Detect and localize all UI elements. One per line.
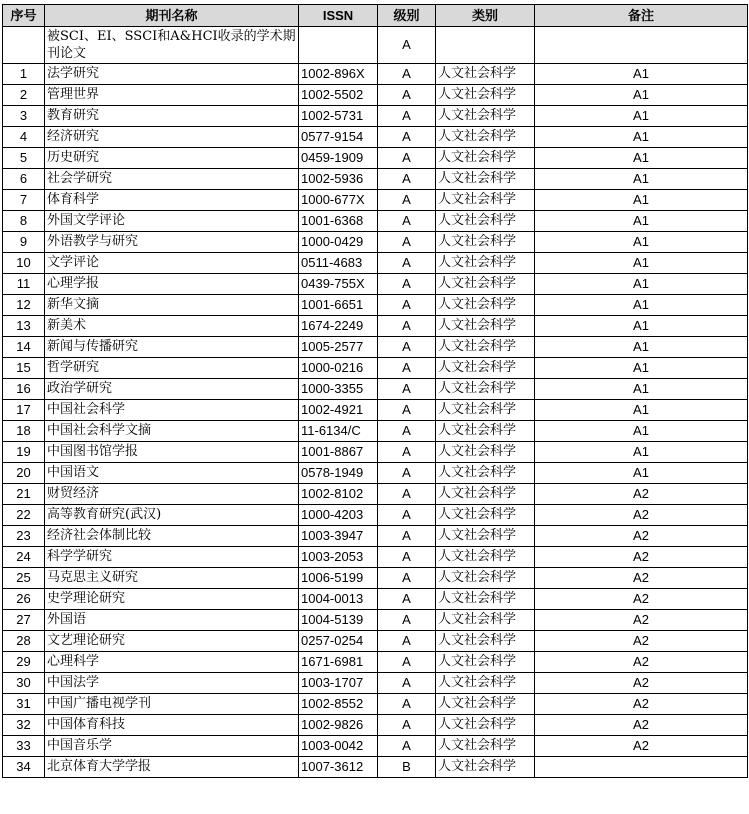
cell-issn: 0439-755X bbox=[299, 274, 378, 295]
table-row bbox=[3, 211, 748, 232]
table-row bbox=[3, 652, 748, 673]
table-row bbox=[3, 568, 748, 589]
cell-no: 5 bbox=[3, 148, 45, 169]
cell-note: A2 bbox=[535, 568, 748, 589]
cell-category: 人文社会科学 bbox=[436, 379, 535, 400]
cell-name: 被SCI、EI、SSCI和A&HCI收录的学术期刊论文 bbox=[45, 27, 299, 64]
cell-level: A bbox=[378, 589, 436, 610]
cell-issn: 1674-2249 bbox=[299, 316, 378, 337]
cell-issn: 1003-3947 bbox=[299, 526, 378, 547]
cell-issn: 0511-4683 bbox=[299, 253, 378, 274]
cell-category: 人文社会科学 bbox=[436, 400, 535, 421]
cell-issn: 1000-4203 bbox=[299, 505, 378, 526]
cell-issn: 1004-0013 bbox=[299, 589, 378, 610]
cell-issn: 1003-1707 bbox=[299, 673, 378, 694]
table-row bbox=[3, 631, 748, 652]
cell-level: A bbox=[378, 610, 436, 631]
table-row bbox=[3, 673, 748, 694]
table-row bbox=[3, 589, 748, 610]
cell-no: 27 bbox=[3, 610, 45, 631]
cell-name: 社会学研究 bbox=[45, 169, 299, 190]
cell-level: A bbox=[378, 505, 436, 526]
header-row bbox=[3, 5, 748, 27]
cell-category: 人文社会科学 bbox=[436, 337, 535, 358]
cell-no: 20 bbox=[3, 463, 45, 484]
cell-name: 新闻与传播研究 bbox=[45, 337, 299, 358]
cell-category: 人文社会科学 bbox=[436, 358, 535, 379]
table-row bbox=[3, 316, 748, 337]
cell-name: 科学学研究 bbox=[45, 547, 299, 568]
cell-no: 3 bbox=[3, 106, 45, 127]
table-row bbox=[3, 715, 748, 736]
table-row bbox=[3, 274, 748, 295]
cell-note: A1 bbox=[535, 379, 748, 400]
cell-category: 人文社会科学 bbox=[436, 589, 535, 610]
header-issn: ISSN bbox=[299, 5, 378, 27]
table-row bbox=[3, 190, 748, 211]
cell-level: A bbox=[378, 64, 436, 85]
cell-note: A1 bbox=[535, 442, 748, 463]
cell-issn: 0578-1949 bbox=[299, 463, 378, 484]
cell-name: 管理世界 bbox=[45, 85, 299, 106]
cell-name: 体育科学 bbox=[45, 190, 299, 211]
cell-no: 12 bbox=[3, 295, 45, 316]
cell-issn: 1002-5936 bbox=[299, 169, 378, 190]
cell-no: 31 bbox=[3, 694, 45, 715]
cell-name: 经济社会体制比较 bbox=[45, 526, 299, 547]
cell-category: 人文社会科学 bbox=[436, 547, 535, 568]
cell-category: 人文社会科学 bbox=[436, 274, 535, 295]
cell-name: 外国文学评论 bbox=[45, 211, 299, 232]
cell-issn: 1002-4921 bbox=[299, 400, 378, 421]
cell-note: A1 bbox=[535, 148, 748, 169]
cell-issn: 1000-0429 bbox=[299, 232, 378, 253]
table-row bbox=[3, 757, 748, 778]
cell-level: A bbox=[378, 421, 436, 442]
cell-category: 人文社会科学 bbox=[436, 673, 535, 694]
cell-level: A bbox=[378, 337, 436, 358]
cell-category: 人文社会科学 bbox=[436, 64, 535, 85]
cell-note: A1 bbox=[535, 400, 748, 421]
cell-note: A2 bbox=[535, 631, 748, 652]
cell-note: A2 bbox=[535, 673, 748, 694]
cell-name: 北京体育大学学报 bbox=[45, 757, 299, 778]
cell-issn: 1003-2053 bbox=[299, 547, 378, 568]
cell-no: 1 bbox=[3, 64, 45, 85]
cell-note: A2 bbox=[535, 694, 748, 715]
cell-name: 财贸经济 bbox=[45, 484, 299, 505]
cell-issn: 1001-6651 bbox=[299, 295, 378, 316]
cell-name: 中国法学 bbox=[45, 673, 299, 694]
cell-level: A bbox=[378, 295, 436, 316]
cell-name: 中国社会科学文摘 bbox=[45, 421, 299, 442]
cell-level: A bbox=[378, 85, 436, 106]
cell-level: A bbox=[378, 316, 436, 337]
cell-category: 人文社会科学 bbox=[436, 694, 535, 715]
cell-no: 18 bbox=[3, 421, 45, 442]
cell-name: 历史研究 bbox=[45, 148, 299, 169]
cell-note: A1 bbox=[535, 463, 748, 484]
cell-issn: 1002-5731 bbox=[299, 106, 378, 127]
cell-note: A1 bbox=[535, 106, 748, 127]
table-row bbox=[3, 484, 748, 505]
cell-note bbox=[535, 757, 748, 778]
cell-name: 法学研究 bbox=[45, 64, 299, 85]
cell-name: 文学评论 bbox=[45, 253, 299, 274]
cell-no: 9 bbox=[3, 232, 45, 253]
cell-no: 16 bbox=[3, 379, 45, 400]
cell-category: 人文社会科学 bbox=[436, 421, 535, 442]
cell-category: 人文社会科学 bbox=[436, 463, 535, 484]
cell-issn: 1003-0042 bbox=[299, 736, 378, 757]
cell-note: A1 bbox=[535, 211, 748, 232]
header-note: 备注 bbox=[535, 5, 748, 27]
cell-note: A2 bbox=[535, 526, 748, 547]
cell-note: A1 bbox=[535, 421, 748, 442]
cell-no: 29 bbox=[3, 652, 45, 673]
cell-level: A bbox=[378, 253, 436, 274]
cell-name: 外国语 bbox=[45, 610, 299, 631]
cell-category bbox=[436, 27, 535, 64]
cell-note: A2 bbox=[535, 547, 748, 568]
cell-note: A2 bbox=[535, 610, 748, 631]
cell-issn: 1000-3355 bbox=[299, 379, 378, 400]
cell-note: A2 bbox=[535, 589, 748, 610]
cell-level: A bbox=[378, 379, 436, 400]
cell-no: 32 bbox=[3, 715, 45, 736]
cell-no: 4 bbox=[3, 127, 45, 148]
cell-issn: 1002-8102 bbox=[299, 484, 378, 505]
header-level: 级别 bbox=[378, 5, 436, 27]
cell-category: 人文社会科学 bbox=[436, 295, 535, 316]
cell-note: A2 bbox=[535, 484, 748, 505]
cell-no: 30 bbox=[3, 673, 45, 694]
cell-no: 19 bbox=[3, 442, 45, 463]
cell-no: 24 bbox=[3, 547, 45, 568]
cell-name: 新华文摘 bbox=[45, 295, 299, 316]
cell-level: A bbox=[378, 400, 436, 421]
table-row bbox=[3, 148, 748, 169]
cell-name: 中国体育科技 bbox=[45, 715, 299, 736]
table-row bbox=[3, 505, 748, 526]
cell-category: 人文社会科学 bbox=[436, 568, 535, 589]
cell-level: B bbox=[378, 757, 436, 778]
cell-issn: 1006-5199 bbox=[299, 568, 378, 589]
cell-category: 人文社会科学 bbox=[436, 211, 535, 232]
cell-note: A2 bbox=[535, 715, 748, 736]
table-row bbox=[3, 337, 748, 358]
cell-name: 中国广播电视学刊 bbox=[45, 694, 299, 715]
cell-issn: 1001-8867 bbox=[299, 442, 378, 463]
cell-category: 人文社会科学 bbox=[436, 610, 535, 631]
cell-issn: 1671-6981 bbox=[299, 652, 378, 673]
header-name: 期刊名称 bbox=[45, 5, 299, 27]
cell-no: 11 bbox=[3, 274, 45, 295]
cell-issn: 1004-5139 bbox=[299, 610, 378, 631]
cell-issn: 1002-5502 bbox=[299, 85, 378, 106]
cell-level: A bbox=[378, 211, 436, 232]
table-row bbox=[3, 295, 748, 316]
cell-category: 人文社会科学 bbox=[436, 85, 535, 106]
cell-level: A bbox=[378, 27, 436, 64]
cell-level: A bbox=[378, 526, 436, 547]
cell-no: 34 bbox=[3, 757, 45, 778]
table-row bbox=[3, 379, 748, 400]
cell-level: A bbox=[378, 568, 436, 589]
cell-name: 史学理论研究 bbox=[45, 589, 299, 610]
cell-category: 人文社会科学 bbox=[436, 736, 535, 757]
cell-category: 人文社会科学 bbox=[436, 757, 535, 778]
cell-no: 33 bbox=[3, 736, 45, 757]
cell-level: A bbox=[378, 148, 436, 169]
cell-note: A1 bbox=[535, 169, 748, 190]
cell-no: 26 bbox=[3, 589, 45, 610]
cell-no: 25 bbox=[3, 568, 45, 589]
cell-category: 人文社会科学 bbox=[436, 484, 535, 505]
cell-no: 10 bbox=[3, 253, 45, 274]
cell-name: 中国社会科学 bbox=[45, 400, 299, 421]
cell-note: A2 bbox=[535, 736, 748, 757]
table-row bbox=[3, 694, 748, 715]
cell-issn: 1007-3612 bbox=[299, 757, 378, 778]
cell-level: A bbox=[378, 127, 436, 148]
cell-no: 8 bbox=[3, 211, 45, 232]
cell-level: A bbox=[378, 442, 436, 463]
table-row bbox=[3, 106, 748, 127]
cell-category: 人文社会科学 bbox=[436, 106, 535, 127]
cell-level: A bbox=[378, 190, 436, 211]
cell-name: 高等教育研究(武汉) bbox=[45, 505, 299, 526]
cell-name: 文艺理论研究 bbox=[45, 631, 299, 652]
cell-issn: 1000-0216 bbox=[299, 358, 378, 379]
cell-name: 心理科学 bbox=[45, 652, 299, 673]
cell-level: A bbox=[378, 358, 436, 379]
cell-category: 人文社会科学 bbox=[436, 715, 535, 736]
table-row bbox=[3, 463, 748, 484]
cell-name: 外语教学与研究 bbox=[45, 232, 299, 253]
cell-category: 人文社会科学 bbox=[436, 169, 535, 190]
cell-name: 哲学研究 bbox=[45, 358, 299, 379]
cell-category: 人文社会科学 bbox=[436, 148, 535, 169]
cell-no: 22 bbox=[3, 505, 45, 526]
cell-category: 人文社会科学 bbox=[436, 127, 535, 148]
cell-category: 人文社会科学 bbox=[436, 190, 535, 211]
table-row bbox=[3, 253, 748, 274]
cell-no: 6 bbox=[3, 169, 45, 190]
cell-note: A1 bbox=[535, 64, 748, 85]
cell-level: A bbox=[378, 715, 436, 736]
cell-no: 14 bbox=[3, 337, 45, 358]
cell-note: A1 bbox=[535, 295, 748, 316]
cell-no bbox=[3, 27, 45, 64]
cell-no: 21 bbox=[3, 484, 45, 505]
table-row bbox=[3, 358, 748, 379]
cell-name: 政治学研究 bbox=[45, 379, 299, 400]
cell-note: A2 bbox=[535, 652, 748, 673]
cell-level: A bbox=[378, 274, 436, 295]
cell-level: A bbox=[378, 106, 436, 127]
cell-level: A bbox=[378, 463, 436, 484]
cell-level: A bbox=[378, 169, 436, 190]
cell-note: A1 bbox=[535, 358, 748, 379]
cell-note: A1 bbox=[535, 274, 748, 295]
cell-name: 心理学报 bbox=[45, 274, 299, 295]
cell-name: 中国语文 bbox=[45, 463, 299, 484]
header-no: 序号 bbox=[3, 5, 45, 27]
table-row bbox=[3, 400, 748, 421]
table-row bbox=[3, 610, 748, 631]
cell-name: 教育研究 bbox=[45, 106, 299, 127]
table-row bbox=[3, 232, 748, 253]
table-row bbox=[3, 64, 748, 85]
cell-category: 人文社会科学 bbox=[436, 652, 535, 673]
cell-issn: 1000-677X bbox=[299, 190, 378, 211]
cell-level: A bbox=[378, 736, 436, 757]
table-row bbox=[3, 85, 748, 106]
cell-no: 7 bbox=[3, 190, 45, 211]
cell-category: 人文社会科学 bbox=[436, 442, 535, 463]
cell-level: A bbox=[378, 652, 436, 673]
cell-name: 经济研究 bbox=[45, 127, 299, 148]
cell-note: A1 bbox=[535, 253, 748, 274]
cell-no: 2 bbox=[3, 85, 45, 106]
cell-issn: 1002-8552 bbox=[299, 694, 378, 715]
cell-category: 人文社会科学 bbox=[436, 505, 535, 526]
cell-category: 人文社会科学 bbox=[436, 631, 535, 652]
cell-level: A bbox=[378, 631, 436, 652]
cell-no: 28 bbox=[3, 631, 45, 652]
cell-issn: 1005-2577 bbox=[299, 337, 378, 358]
cell-category: 人文社会科学 bbox=[436, 253, 535, 274]
cell-note: A1 bbox=[535, 127, 748, 148]
cell-level: A bbox=[378, 547, 436, 568]
journal-table bbox=[2, 4, 748, 778]
cell-note: A2 bbox=[535, 505, 748, 526]
cell-issn bbox=[299, 27, 378, 64]
cell-name: 新美术 bbox=[45, 316, 299, 337]
cell-note: A1 bbox=[535, 190, 748, 211]
table-row bbox=[3, 127, 748, 148]
table-row bbox=[3, 547, 748, 568]
cell-no: 15 bbox=[3, 358, 45, 379]
table-row bbox=[3, 421, 748, 442]
cell-no: 13 bbox=[3, 316, 45, 337]
cell-note: A1 bbox=[535, 232, 748, 253]
cell-category: 人文社会科学 bbox=[436, 232, 535, 253]
table-row bbox=[3, 169, 748, 190]
cell-category: 人文社会科学 bbox=[436, 526, 535, 547]
cell-level: A bbox=[378, 232, 436, 253]
cell-category: 人文社会科学 bbox=[436, 316, 535, 337]
cell-name: 中国图书馆学报 bbox=[45, 442, 299, 463]
table-row bbox=[3, 736, 748, 757]
cell-issn: 0459-1909 bbox=[299, 148, 378, 169]
cell-level: A bbox=[378, 694, 436, 715]
cell-level: A bbox=[378, 484, 436, 505]
cell-name: 中国音乐学 bbox=[45, 736, 299, 757]
cell-issn: 1002-896X bbox=[299, 64, 378, 85]
cell-issn: 0257-0254 bbox=[299, 631, 378, 652]
cell-note: A1 bbox=[535, 337, 748, 358]
cell-issn: 0577-9154 bbox=[299, 127, 378, 148]
cell-no: 17 bbox=[3, 400, 45, 421]
table-row bbox=[3, 526, 748, 547]
cell-issn: 11-6134/C bbox=[299, 421, 378, 442]
cell-note: A1 bbox=[535, 85, 748, 106]
cell-level: A bbox=[378, 673, 436, 694]
cell-issn: 1002-9826 bbox=[299, 715, 378, 736]
cell-no: 23 bbox=[3, 526, 45, 547]
intro-row bbox=[3, 27, 748, 64]
cell-issn: 1001-6368 bbox=[299, 211, 378, 232]
cell-note bbox=[535, 27, 748, 64]
cell-name: 马克思主义研究 bbox=[45, 568, 299, 589]
header-category: 类别 bbox=[436, 5, 535, 27]
cell-note: A1 bbox=[535, 316, 748, 337]
table-row bbox=[3, 442, 748, 463]
